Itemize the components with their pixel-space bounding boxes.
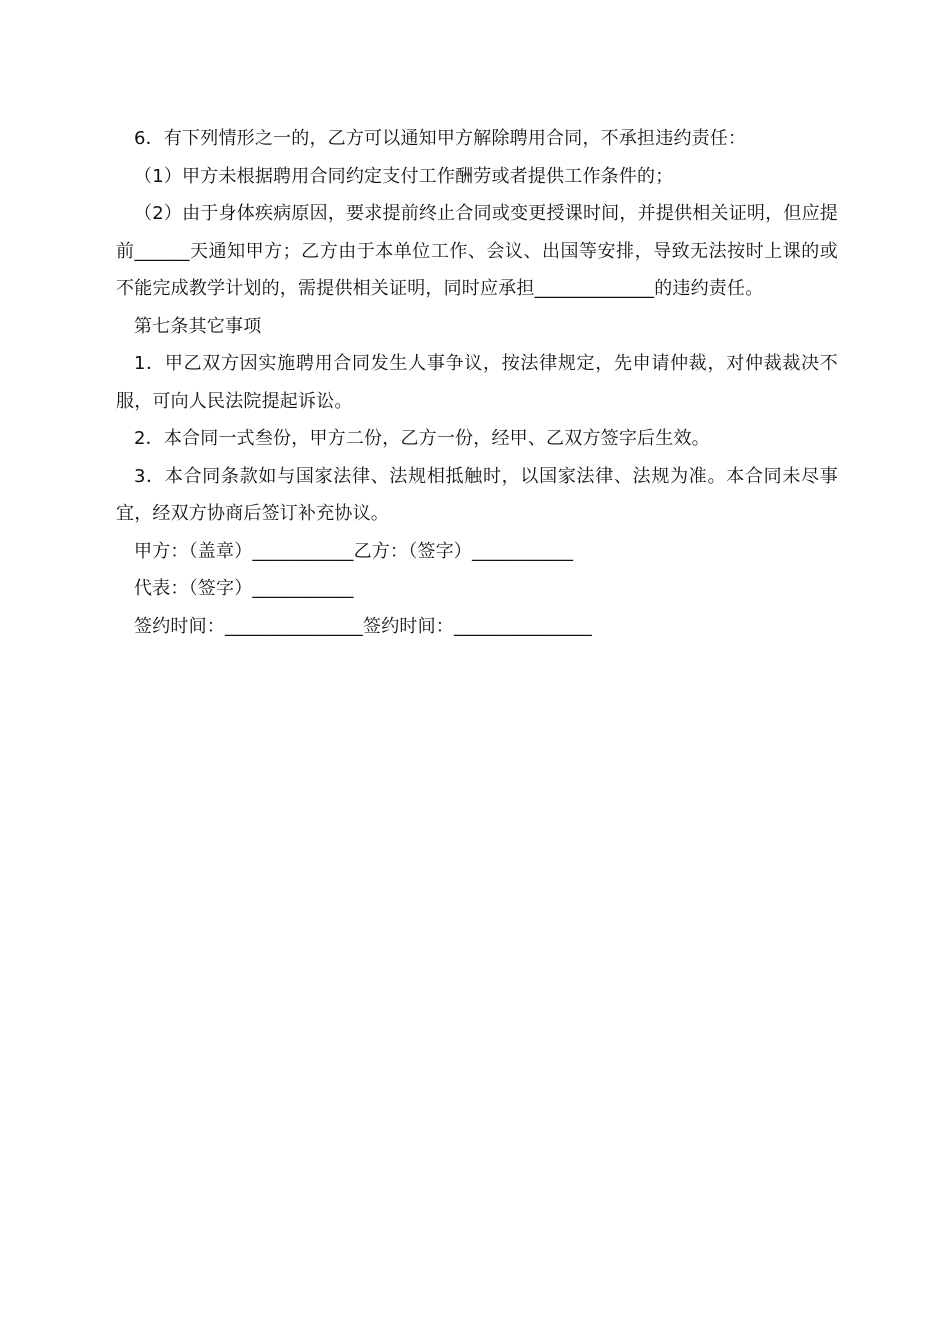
article-7-item-3: 3．本合同条款如与国家法律、法规相抵触时，以国家法律、法规为准。本合同未尽事宜，经双方协商后签订补充协议。: [116, 465, 838, 524]
clause-6-item-2: （2）由于身体疾病原因，要求提前终止合同或变更授课时间，并提供相关证明，但应提前______天通知甲方；乙方由于本单位工作、会议、出国等安排，导致无法按时上课的或不能完成教学计划的，需提供相关证明，同时应承担_____________的违约责任。: [116, 203, 838, 299]
article-7-item-1: 1．甲乙双方因实施聘用合同发生人事争议，按法律规定，先申请仲裁，对仲裁裁决不服，可向人民法院提起诉讼。: [116, 353, 838, 412]
signature-date-line: 签约时间：_______________签约时间：_______________: [134, 615, 592, 637]
signature-party-line: 甲方：（盖章）___________乙方：（签字）___________: [134, 540, 574, 562]
document-body: [116, 120, 838, 645]
article-7-heading: 第七条其它事项: [134, 315, 262, 337]
article-7-item-2: 2．本合同一式叁份，甲方二份，乙方一份，经甲、乙双方签字后生效。: [134, 428, 710, 449]
clause-6-item-1: （1）甲方未根据聘用合同约定支付工作酬劳或者提供工作条件的；: [134, 165, 674, 187]
clause-6-intro: 6．有下列情形之一的，乙方可以通知甲方解除聘用合同，不承担违约责任：: [134, 128, 747, 149]
signature-representative-line: 代表：（签字）___________: [134, 578, 354, 599]
